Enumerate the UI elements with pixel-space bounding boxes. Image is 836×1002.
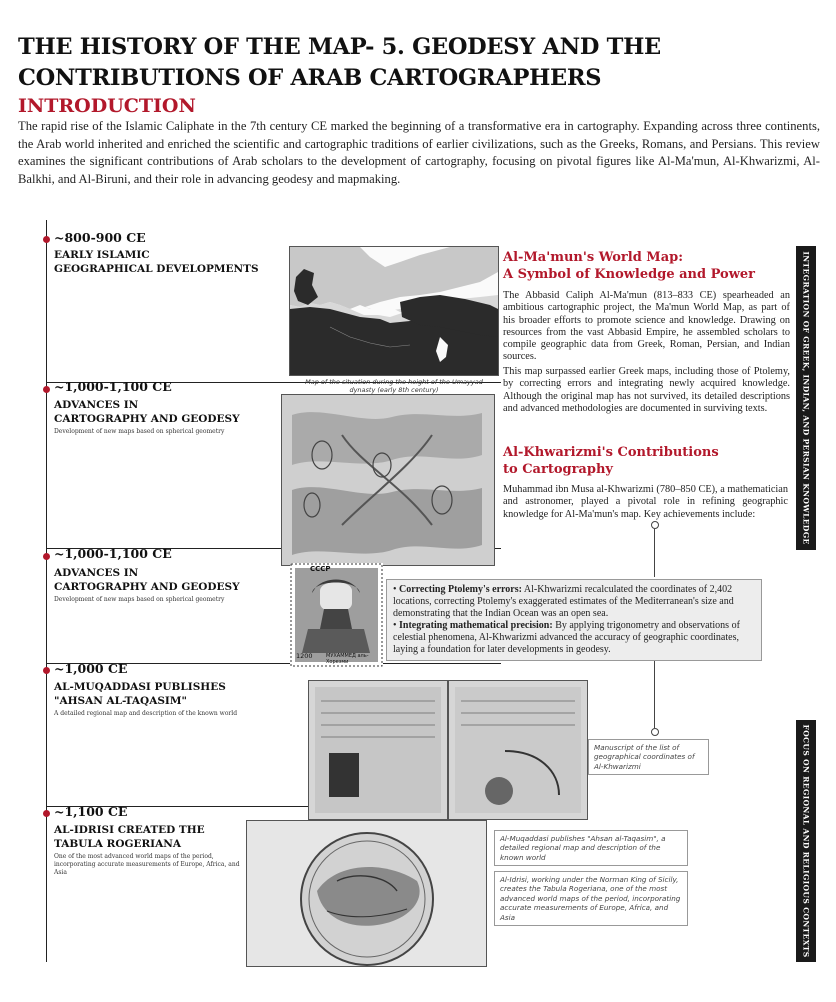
timeline-date: ~800-900 CE xyxy=(54,230,146,245)
mamun-paragraph-1: The Abbasid Caliph Al-Ma'mun (813–833 CE) spearheaded an ambitious cartographic project, the Ma'mun World Map, as part of his broader efforts to promote science and knowledge. Drawing on resources from the vast Abbasid Empire, he assembled scholars to compile geographic data from Greek, Roman, Persian, and Indian sources. xyxy=(503,290,790,363)
mamun-section-heading: Al-Ma'mun's World Map: A Symbol of Knowledge and Power xyxy=(503,250,756,282)
page-title: THE HISTORY OF THE MAP- 5. GEODESY AND THE CONTRIBUTIONS OF ARAB CARTOGRAPHERS xyxy=(18,34,661,91)
timeline-event-desc: Development of new maps based on spherical geometry xyxy=(54,428,225,435)
timeline-date: ~1,100 CE xyxy=(54,804,128,819)
manuscript-caption: Manuscript of the list of geographical coordinates of Al-Khwarizmi xyxy=(588,739,709,775)
achievement-text: By applying trigonometry and observations of celestial phenomena, Al-Khwarizmi advanced the accuracy of geographic coordinates, laying a foundation for later developments in geodesy. xyxy=(393,620,740,655)
achievement-text: Al-Khwarizmi recalculated the coordinates of 2,402 locations, correcting Ptolemy's exaggerated estimates of the Mediterranean's size and demonstrating that the Indian Ocean was an open sea. xyxy=(393,584,734,619)
timeline-event-title: AL-IDRISI CREATED THE TABULA ROGERIANA xyxy=(54,824,205,850)
connector-line xyxy=(654,660,655,728)
connector-node xyxy=(651,521,659,529)
timeline-marker xyxy=(43,386,50,393)
stamp-name: МУХАММЕД аль-Хорезми xyxy=(326,653,369,665)
khwarizmi-paragraph: Muhammad ibn Musa al-Khwarizmi (780–850 CE), a mathematician and astronomer, played a pivotal role in refining geographic knowledge for Al-Ma'mun's map. Key achievements include: xyxy=(503,484,788,520)
stamp-country: СССР xyxy=(310,565,331,573)
timeline-marker xyxy=(43,236,50,243)
timeline-event-title: EARLY ISLAMIC GEOGRAPHICAL DEVELOPMENTS xyxy=(54,249,259,275)
timeline-axis xyxy=(46,220,47,962)
timeline-date: ~1,000-1,100 CE xyxy=(54,379,172,394)
achievement-item: • Correcting Ptolemy's errors: Al-Khwarizmi recalculated the coordinates of 2,402 locations, correcting Ptolemy's exaggerated estimates of the Mediterranean's size and demonstrating that the Indian Ocean was an open sea. xyxy=(393,584,734,619)
umayyad-map-caption: Map of the situation during the height of the Umayyad dynasty (early 8th century) xyxy=(305,378,483,394)
idrisi-note: Al-Idrisi, working under the Norman King of Sicily, creates the Tabula Rogeriana, one of the most advanced world maps of the period, incorporating accurate measurements of Europe, Africa, and Asia xyxy=(494,871,688,926)
timeline-marker xyxy=(43,553,50,560)
mamun-paragraph-2: This map surpassed earlier Greek maps, including those of Ptolemy, by correcting errors and integrating newly acquired knowledge. Although the original map has not survived, its detailed descriptions and advanced methodologies are documented in surviving texts. xyxy=(503,366,790,414)
stamp-year: 1200 xyxy=(296,652,313,660)
sidebar-label-integration xyxy=(796,246,816,550)
tabula-rogeriana-image xyxy=(246,820,487,967)
timeline-event-title: ADVANCES IN CARTOGRAPHY AND GEODESY xyxy=(54,567,240,593)
connector-line xyxy=(654,529,655,577)
timeline-event-desc: A detailed regional map and description of the known world xyxy=(54,710,238,717)
timeline-marker xyxy=(43,667,50,674)
khwarizmi-achievements-callout xyxy=(386,579,762,661)
achievement-label: Correcting Ptolemy's errors: xyxy=(399,584,522,595)
achievement-item: • Integrating mathematical precision: By applying trigonometry and observations of celestial phenomena, Al-Khwarizmi advanced the accuracy of geographic coordinates, laying a foundation for later developments in geodesy. xyxy=(393,620,740,655)
connector-node xyxy=(651,728,659,736)
timeline-marker xyxy=(43,810,50,817)
achievement-label: Integrating mathematical precision: xyxy=(399,620,553,631)
timeline-event-title: AL-MUQADDASI PUBLISHES "AHSAN AL-TAQASIM" xyxy=(54,681,226,707)
timeline-date: ~1,000 CE xyxy=(54,661,128,676)
timeline-date: ~1,000-1,100 CE xyxy=(54,546,172,561)
timeline-event-desc: One of the most advanced world maps of the period, incorporating accurate measurements of Europe, Africa, and Asia xyxy=(54,853,240,876)
timeline-event-desc: Development of new maps based on spherical geometry xyxy=(54,596,225,603)
ancient-world-map-image xyxy=(281,394,495,566)
sidebar-label-focus xyxy=(796,720,816,962)
intro-text: The rapid rise of the Islamic Caliphate in the 7th century CE marked the beginning of a transformative era in cartography. Expanding across three continents, the Arab world inherited and enriched the scientific and cartographic traditions of earlier civilizations, such as the Greeks, Romans, and Persians. This review examines the significant contributions of Arab scholars to the development of cartography, focusing on pivotal figures like Al-Ma'mun, Al-Khwarizmi, Al-Balkhi, and Al-Biruni, and their role in advancing geodesy and mapmaking. xyxy=(18,119,820,186)
muqaddasi-note: Al-Muqaddasi publishes "Ahsan al-Taqasim", a detailed regional map and description of the known world xyxy=(494,830,688,866)
intro-heading: INTRODUCTION xyxy=(18,95,196,117)
umayyad-map-image xyxy=(289,246,499,376)
timeline-event-title: ADVANCES IN CARTOGRAPHY AND GEODESY xyxy=(54,399,240,425)
manuscript-image xyxy=(308,680,588,820)
khwarizmi-section-heading: Al-Khwarizmi's Contributions to Cartography xyxy=(503,445,719,477)
sidebar-label-text: INTEGRATION OF GREEK, INDIAN, AND PERSIAN KNOWLEDGE xyxy=(801,251,811,545)
sidebar-label-text: FOCUS ON REGIONAL AND RELIGIOUS CONTEXTS xyxy=(801,724,811,958)
